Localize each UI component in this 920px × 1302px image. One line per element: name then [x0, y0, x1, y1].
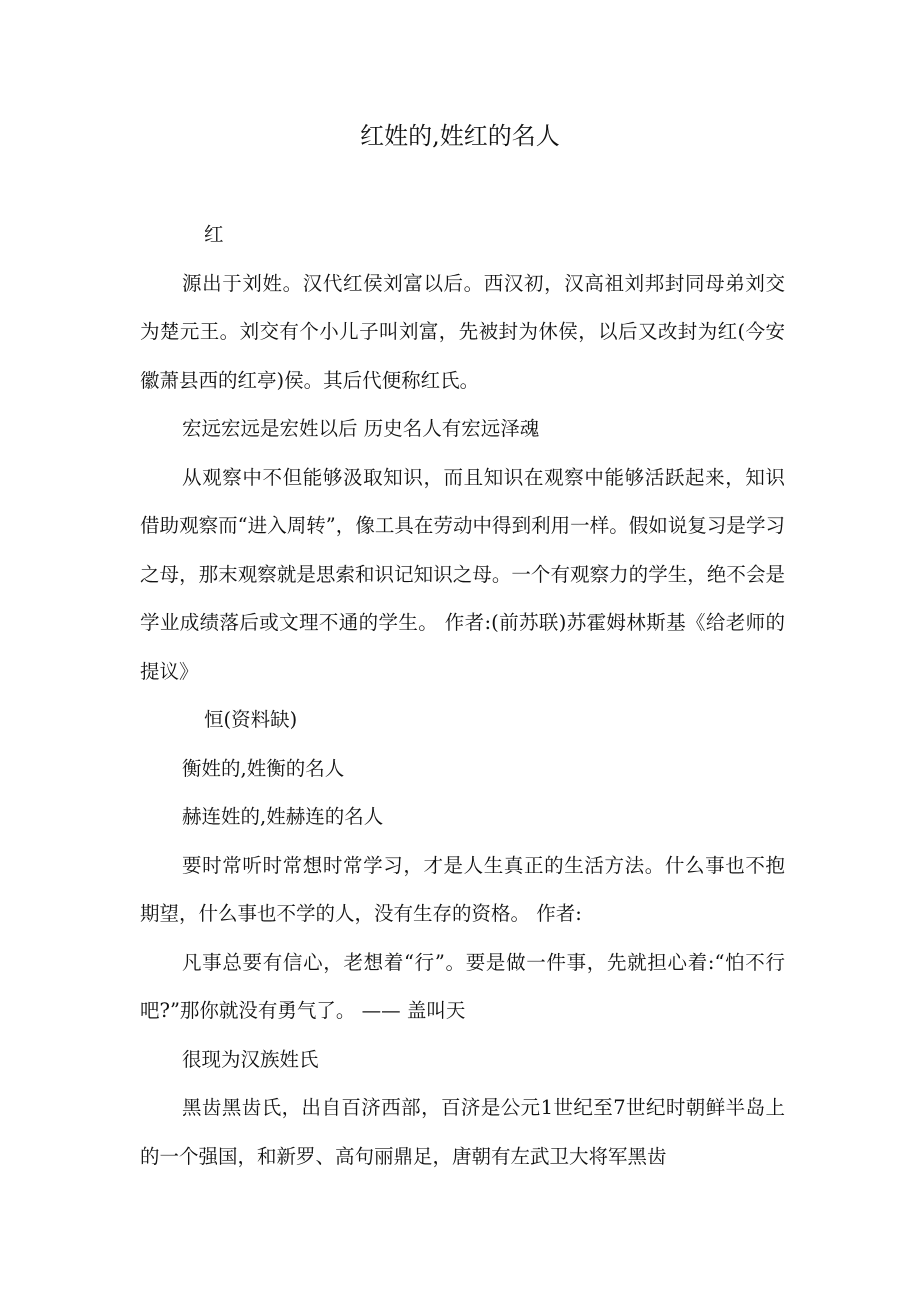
paragraph-hen-surname: 很现为汉族姓氏 [182, 1047, 319, 1071]
paragraph-observation-quote: 从观察中不但能够汲取知识，而且知识在观察中能够活跃起来，知识借助观察而“进入周转”，像工具在劳动中得到利用一样。假如说复习是学习之母，那末观察就是思索和识记知识之母。一个有观察力的学生，绝不会是学业成绩落后或文理不通的学生。 作者:(前苏联)苏霍姆林斯基《给老师的提议》 [140, 465, 785, 683]
document-body [140, 211, 785, 1181]
paragraph-hongyuan: 宏远宏远是宏姓以后 历史名人有宏远泽魂 [182, 417, 540, 440]
paragraph-learning-quote: 要时常听时常想时常学习，才是人生真正的生活方法。什么事也不抱期望，什么事也不学的人，没有生存的资格。 作者: [140, 853, 785, 925]
paragraph-hong-origin: 源出于刘姓。汉代红侯刘富以后。西汉初，汉高祖刘邦封同母弟刘交为楚元王。刘交有个小儿子叫刘富，先被封为休侯，以后又改封为红(今安徽萧县西的红亭)侯。其后代便称红氏。 [140, 271, 785, 392]
paragraph-heichi-origin: 黑齿黑齿氏，出自百济西部，百济是公元1世纪至7世纪时朝鲜半岛上的一个强国，和新罗、高句丽鼎足，唐朝有左武卫大将军黑齿 [140, 1096, 785, 1168]
paragraph-confidence-quote: 凡事总要有信心，老想着“行”。要是做一件事，先就担心着:“怕不行吧?”那你就没有勇气了。 —— 盖叫天 [140, 950, 785, 1022]
paragraph-surname-heng: 恒(资料缺) [204, 708, 298, 731]
paragraph-helian-heading: 赫连姓的,姓赫连的名人 [182, 805, 384, 828]
document-title: 红姓的,姓红的名人 [360, 122, 560, 150]
paragraph-surname-hong: 红 [204, 223, 224, 246]
paragraph-heng-heading: 衡姓的,姓衡的名人 [182, 756, 345, 780]
